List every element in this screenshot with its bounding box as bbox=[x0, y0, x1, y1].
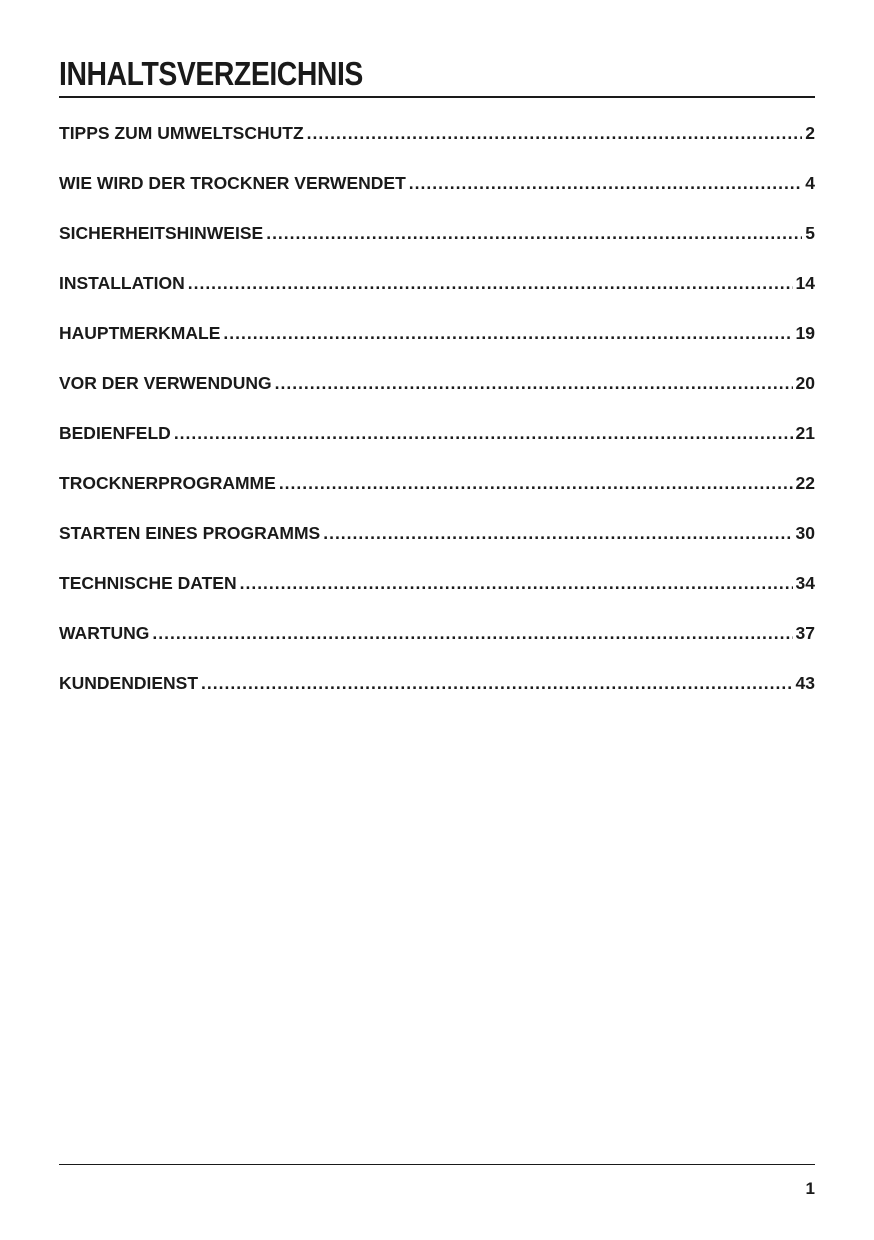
toc-entry-label: HAUPTMERKMALE bbox=[59, 323, 221, 343]
toc-entry[interactable] bbox=[59, 221, 815, 271]
toc-entry-page: 5 bbox=[805, 223, 815, 243]
title-divider bbox=[59, 96, 815, 98]
toc-entry-label: SICHERHEITSHINWEISE bbox=[59, 223, 264, 243]
toc-entry-label: KUNDENDIENST bbox=[59, 673, 199, 693]
toc-entry[interactable] bbox=[59, 371, 815, 421]
toc-entry-page: 22 bbox=[795, 473, 815, 493]
table-of-contents bbox=[59, 121, 815, 721]
toc-entry-label: WIE WIRD DER TROCKNER VERWENDET bbox=[59, 173, 406, 193]
toc-entry-label: STARTEN EINES PROGRAMMS bbox=[59, 523, 321, 543]
toc-entry-label: TROCKNERPROGRAMME bbox=[59, 473, 276, 493]
toc-dot-leader bbox=[409, 171, 803, 195]
toc-entry[interactable] bbox=[59, 621, 815, 671]
toc-entry-label: BEDIENFELD bbox=[59, 423, 171, 443]
toc-entry-page: 43 bbox=[795, 673, 815, 693]
toc-entry[interactable] bbox=[59, 521, 815, 571]
toc-entry-label: TIPPS ZUM UMWELTSCHUTZ bbox=[59, 123, 304, 143]
page-title: INHALTSVERZEICHNIS bbox=[59, 55, 363, 92]
toc-dot-leader bbox=[188, 271, 793, 295]
toc-entry-page: 4 bbox=[805, 173, 815, 193]
toc-entry[interactable] bbox=[59, 321, 815, 371]
page-number: 1 bbox=[805, 1179, 815, 1198]
toc-dot-leader bbox=[266, 221, 802, 245]
toc-entry-page: 20 bbox=[795, 373, 815, 393]
toc-entry[interactable] bbox=[59, 421, 815, 471]
toc-dot-leader bbox=[307, 121, 803, 145]
toc-entry-page: 2 bbox=[805, 123, 815, 143]
toc-entry-page: 37 bbox=[795, 623, 815, 643]
toc-dot-leader bbox=[174, 421, 793, 445]
toc-entry[interactable] bbox=[59, 471, 815, 521]
toc-entry-label: TECHNISCHE DATEN bbox=[59, 573, 237, 593]
toc-dot-leader bbox=[323, 521, 792, 545]
toc-entry-label: INSTALLATION bbox=[59, 273, 185, 293]
toc-entry[interactable] bbox=[59, 571, 815, 621]
toc-dot-leader bbox=[279, 471, 793, 495]
toc-dot-leader bbox=[240, 571, 793, 595]
toc-entry-page: 14 bbox=[795, 273, 815, 293]
toc-entry-label: WARTUNG bbox=[59, 623, 150, 643]
footer-divider bbox=[59, 1164, 815, 1165]
toc-entry-page: 19 bbox=[795, 323, 815, 343]
toc-entry-label: VOR DER VERWENDUNG bbox=[59, 373, 272, 393]
toc-entry[interactable] bbox=[59, 271, 815, 321]
toc-entry[interactable] bbox=[59, 671, 815, 721]
toc-entry[interactable] bbox=[59, 171, 815, 221]
toc-entry-page: 30 bbox=[795, 523, 815, 543]
toc-dot-leader bbox=[223, 321, 792, 345]
toc-dot-leader bbox=[275, 371, 793, 395]
toc-dot-leader bbox=[201, 671, 792, 695]
toc-entry-page: 34 bbox=[795, 573, 815, 593]
toc-dot-leader bbox=[152, 621, 792, 645]
toc-entry[interactable] bbox=[59, 121, 815, 171]
toc-entry-page: 21 bbox=[795, 423, 815, 443]
